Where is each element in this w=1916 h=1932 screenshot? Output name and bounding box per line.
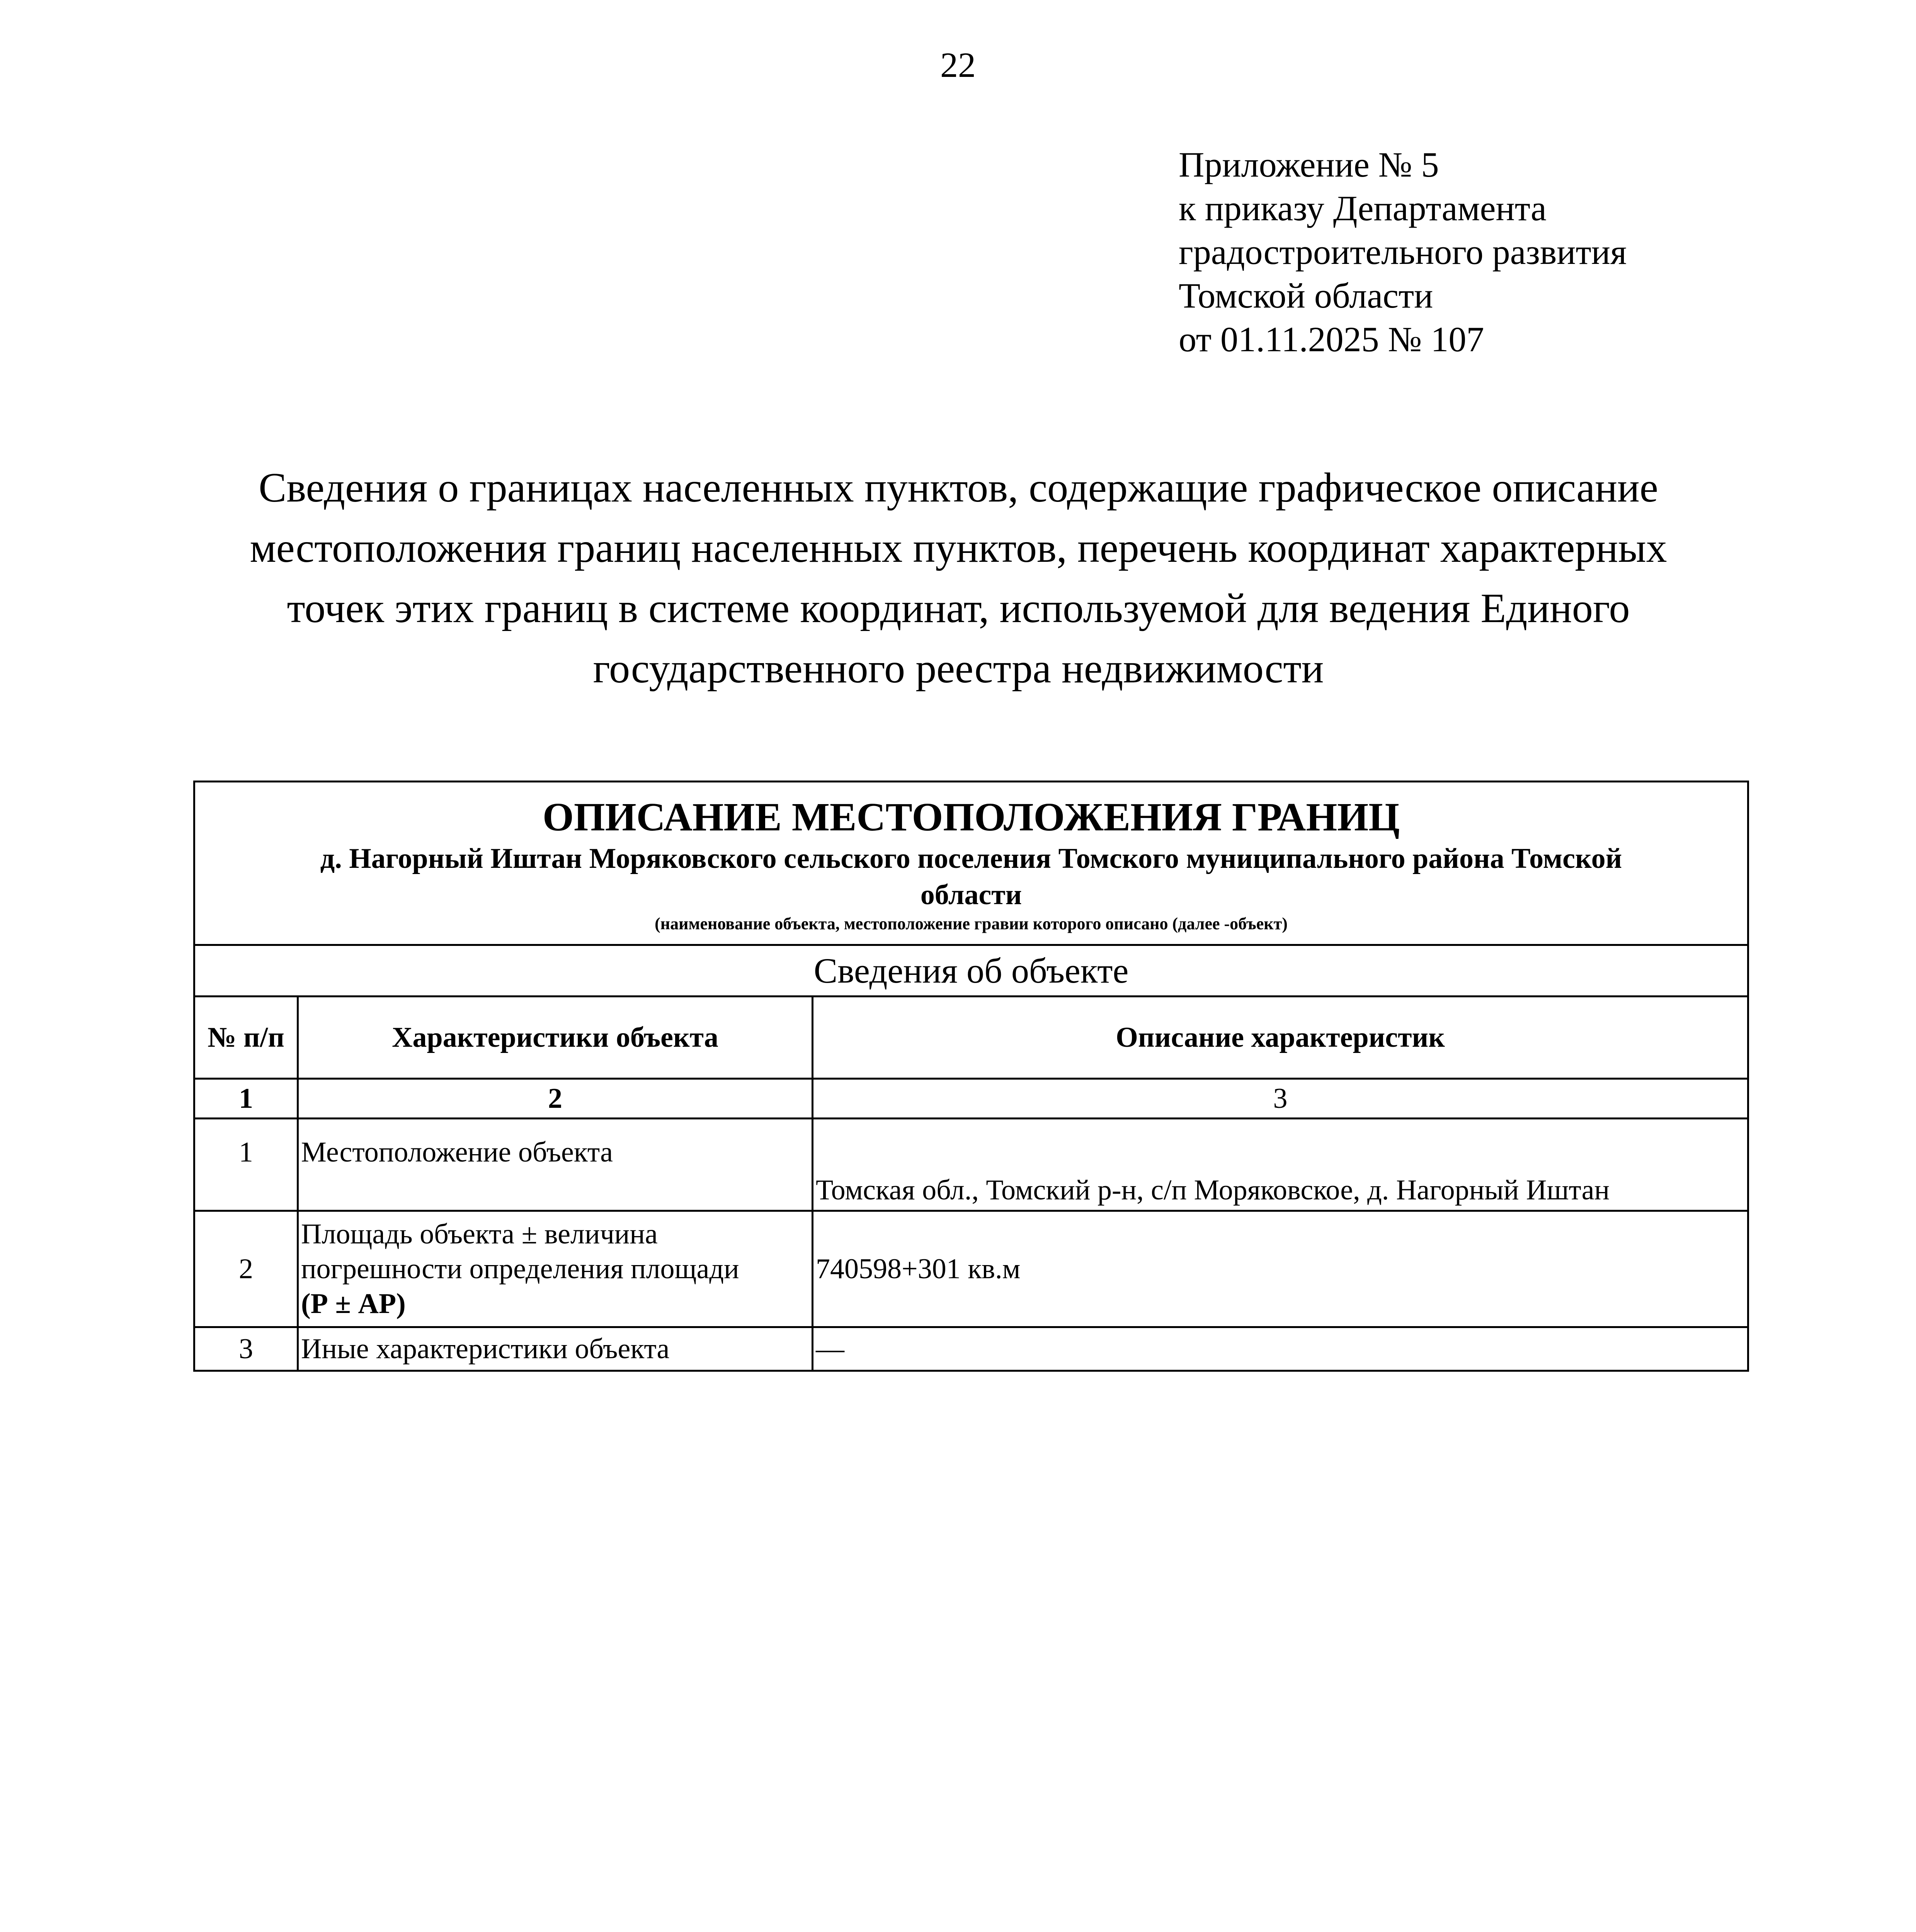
appendix-block (1179, 143, 1627, 361)
row-characteristic: Местоположение объекта (298, 1119, 813, 1211)
row-description: 740598+301 кв.м (813, 1211, 1748, 1327)
table-row (194, 1327, 1748, 1371)
title-line: Сведения о границах населенных пунктов, содержащие графическое описание (259, 465, 1658, 511)
object-name-line: области (920, 879, 1022, 911)
table-row (194, 1119, 1748, 1211)
table-header-cell (194, 782, 1748, 945)
row-description: — (813, 1327, 1748, 1371)
column-number: 1 (194, 1079, 298, 1119)
object-info-table (193, 781, 1749, 1372)
column-header-row (194, 997, 1748, 1079)
title-line: государственного реестра недвижимости (593, 646, 1324, 692)
title-line: местоположения границ населенных пунктов, перечень координат характерных (250, 525, 1667, 571)
appendix-line: от 01.11.2025 № 107 (1179, 320, 1484, 359)
table-header-title: ОПИСАНИЕ МЕСТОПОЛОЖЕНИЯ ГРАНИЦ (542, 795, 1400, 839)
object-name (195, 840, 1747, 913)
characteristic-line: Площадь объекта ± величина (301, 1218, 658, 1250)
page-number: 22 (940, 45, 976, 85)
appendix-line: Приложение № 5 (1179, 145, 1439, 184)
row-number: 3 (194, 1327, 298, 1371)
table-row (194, 1211, 1748, 1327)
section-title: Сведения об объекте (194, 945, 1748, 997)
column-number: 3 (813, 1079, 1748, 1119)
column-header-num: № п/п (194, 997, 298, 1079)
document-title (166, 458, 1751, 699)
characteristic-line: погрешности определения площади (301, 1253, 739, 1285)
row-number: 1 (194, 1119, 298, 1211)
column-number: 2 (298, 1079, 813, 1119)
row-characteristic (298, 1211, 813, 1327)
row-characteristic: Иные характеристики объекта (298, 1327, 813, 1371)
row-number: 2 (194, 1211, 298, 1327)
appendix-line: к приказу Департамента (1179, 189, 1547, 228)
object-name-line: д. Нагорный Иштан Моряковского сельского поселения Томского муниципального района Томской (320, 843, 1622, 874)
characteristic-formula: (Р ± АР) (301, 1288, 406, 1320)
title-line: точек этих границ в системе координат, используемой для ведения Единого (287, 585, 1630, 631)
appendix-line: градостроительного развития (1179, 232, 1627, 272)
appendix-line: Томской области (1179, 276, 1433, 315)
column-header-description: Описание характеристик (813, 997, 1748, 1079)
object-note: (наименование объекта, местоположение гравии которого описано (далее -объект) (655, 914, 1288, 933)
row-description: Томская обл., Томский р-н, с/п Моряковское, д. Нагорный Иштан (813, 1119, 1748, 1211)
column-header-characteristic: Характеристики объекта (298, 997, 813, 1079)
column-number-row (194, 1079, 1748, 1119)
